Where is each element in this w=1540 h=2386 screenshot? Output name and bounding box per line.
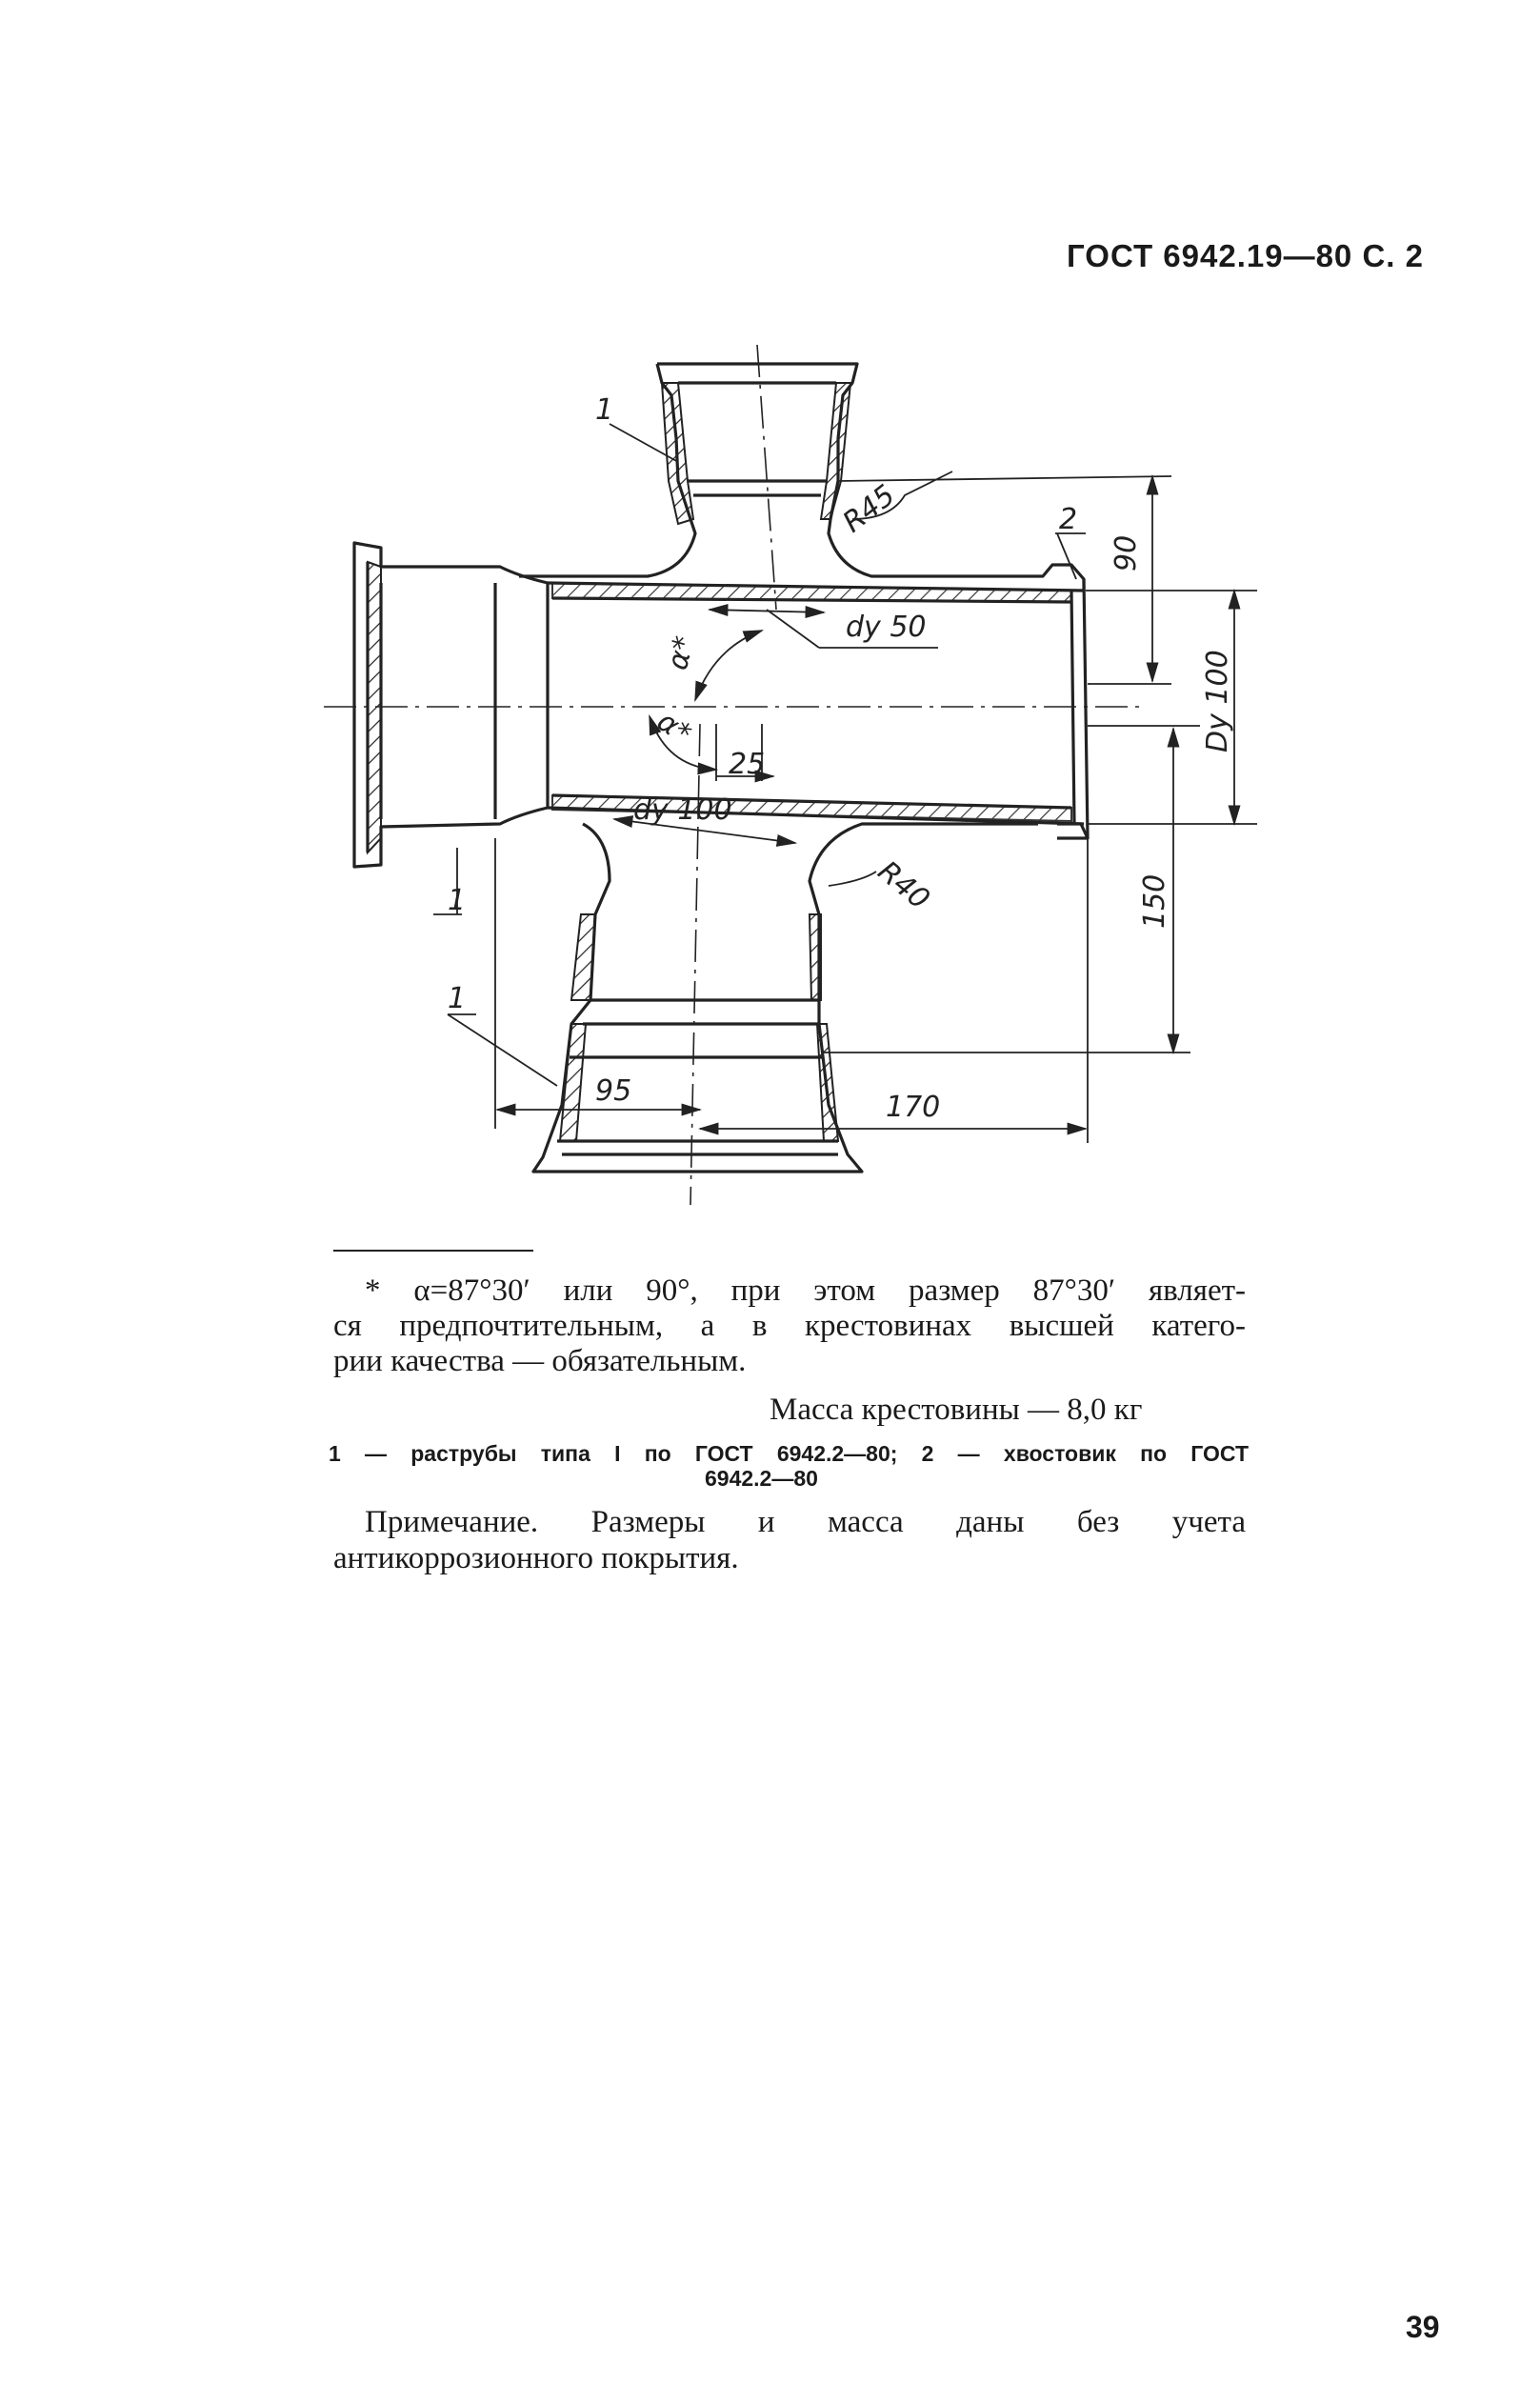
footnote-line: рии качества — обязательным. — [333, 1344, 747, 1378]
dim-170: 170 — [886, 1091, 941, 1124]
footnote-line: * α=87°30′ или 90°, при этом размер 87°30′ являет- — [365, 1273, 1246, 1308]
top-socket-outline — [657, 364, 1084, 591]
page-number: 39 — [1406, 2310, 1440, 2344]
dim-95: 95 — [595, 1074, 632, 1108]
callout-1-top: 1 — [595, 393, 614, 427]
footnote-line: ся предпочтительным, а в крестовинах высшей катего- — [333, 1309, 1246, 1343]
callout-1-left: 1 — [448, 884, 467, 917]
dim-dy50: dу 50 — [846, 611, 927, 644]
bottom-socket-outline — [533, 824, 1038, 1172]
dim-150: 150 — [1138, 873, 1171, 929]
legend-line: 1 — раструбы типа I по ГОСТ 6942.2—80; 2 — хвостовик по ГОСТ — [329, 1441, 1249, 1466]
dim-alpha-bottom: α* — [650, 704, 697, 752]
dim-alpha-top: α* — [660, 632, 702, 674]
mass-text: Масса крестовины — 8,0 кг — [770, 1393, 1143, 1427]
callout-1-bottom: 1 — [448, 982, 467, 1015]
left-socket-outline — [354, 543, 548, 867]
legend-line: 6942.2—80 — [705, 1466, 818, 1491]
note-line: Примечание. Размеры и масса даны без учета — [365, 1505, 1246, 1539]
dim-Dy100: Dу 100 — [1201, 650, 1234, 752]
note-line: антикоррозионного покрытия. — [333, 1541, 739, 1575]
callout-2: 2 — [1059, 503, 1078, 536]
dim-r45: R45 — [836, 478, 902, 540]
dim-25: 25 — [729, 748, 766, 781]
footnote-rule — [333, 1250, 533, 1252]
dim-dy100: dу 100 — [633, 793, 732, 827]
dim-90: 90 — [1110, 534, 1143, 571]
spigot-end — [1071, 579, 1088, 838]
dim-r40: R40 — [870, 854, 936, 917]
page-header: ГОСТ 6942.19—80 С. 2 — [1067, 238, 1424, 273]
